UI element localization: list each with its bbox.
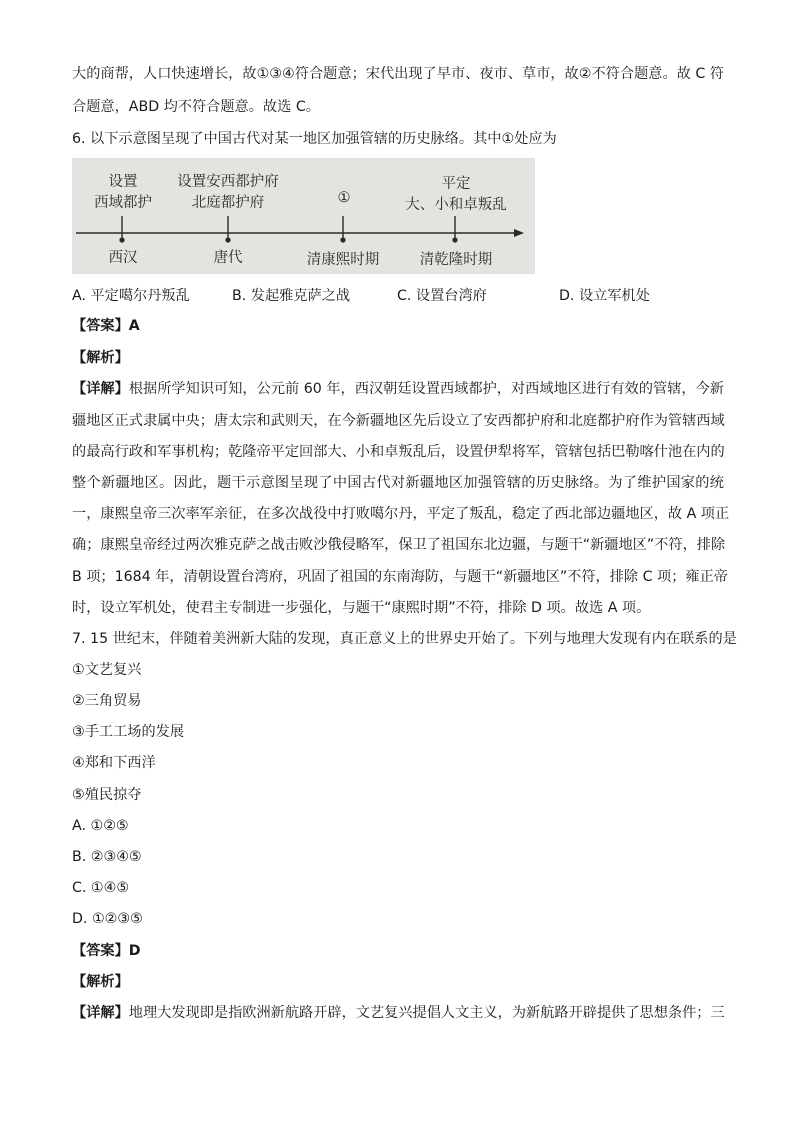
detail-line: 的最高行政和军事机构；乾隆帝平定回部大、小和卓叛乱后，设置伊犁将军，管辖包括巴勒喀什池在内的 [72,444,725,460]
answer-label: 【答案】A [72,318,140,334]
option-a: A. ①②⑤ [72,818,129,834]
timeline-label-top: 西域都护 [94,195,152,211]
option-c: C. ①④⑤ [72,880,130,896]
timeline-marker-dot [340,237,345,242]
question-6-options [72,286,724,306]
detail-text: 根据所学知识可知，公元前 60 年，西汉朝廷设置西域都护，对西域地区进行有效的管辖，今新 [128,381,724,397]
timeline-marker-dot [119,237,124,242]
detail-line [72,1003,724,1023]
timeline-label-top: 设置安西都护府 [177,174,279,190]
timeline-label-top: 平定 [441,176,471,192]
detail-line: 确；康熙皇帝经过两次雅克萨之战击败沙俄侵略军，保卫了祖国东北边疆，与题干“新疆地区”不符，排除 [72,537,726,553]
q7-item: ①文艺复兴 [72,662,142,678]
option-d: D. 设立军机处 [559,288,650,304]
timeline-label-period: 西汉 [108,250,138,266]
question-6-stem: 6. 以下示意图呈现了中国古代对某一地区加强管辖的历史脉络。其中①处应为 [72,131,557,147]
timeline-label-period: 清康熙时期 [306,252,380,268]
option-b: B. ②③④⑤ [72,849,142,865]
detail-label: 【详解】 [72,1005,129,1021]
question-7-stem: 7. 15 世纪末，伴随着美洲新大陆的发现，真正意义上的世界史开始了。下列与地理大发现有内在联系的是 [72,631,737,647]
analysis-label: 【解析】 [72,350,129,366]
q7-item: ③手工工场的发展 [72,724,185,740]
option-d: D. ①②③⑤ [72,911,143,927]
option-b: B. 发起雅克萨之战 [232,288,351,304]
timeline-label-top: 北庭都护府 [191,195,265,211]
timeline-label-top: 设置 [108,174,138,190]
text-line: 合题意，ABD 均不符合题意。故选 C。 [72,99,320,115]
timeline-label-period: 清乾隆时期 [419,252,493,268]
text-line: 大的商帮，人口快速增长，故①③④符合题意；宋代出现了早市、夜市、草市，故②不符合题意。故 C 符 [72,66,724,82]
detail-line: 时，设立军机处，使君主专制进一步强化，与题干“康熙时期”不符，排除 D 项。故选 A 项。 [72,600,651,616]
timeline-marker-dot [452,237,457,242]
timeline-label-top: 大、小和卓叛乱 [405,197,507,213]
timeline-label-blank: ① [337,190,351,206]
detail-label: 【详解】 [72,381,129,397]
timeline-arrow-icon [514,229,524,237]
answer-label: 【答案】D [72,943,141,959]
timeline-svg [72,158,535,274]
option-c: C. 设置台湾府 [397,288,487,304]
q7-item: ④郑和下西洋 [72,755,156,771]
timeline-marker-dot [225,237,230,242]
option-a: A. 平定噶尔丹叛乱 [72,288,190,304]
detail-line: B 项；1684 年，清朝设置台湾府，巩固了祖国的东南海防，与题干“新疆地区”不符，排除 C 项；雍正帝 [72,569,728,585]
timeline-label-period: 唐代 [213,250,243,266]
detail-line: 疆地区正式隶属中央；唐太宗和武则天，在今新疆地区先后设立了安西都护府和北庭都护府作为管辖西域 [72,413,725,429]
detail-text: 地理大发现即是指欧洲新航路开辟，文艺复兴提倡人文主义，为新航路开辟提供了思想条件；三 [128,1005,725,1021]
detail-line: 整个新疆地区。因此，题干示意图呈现了中国古代对新疆地区加强管辖的历史脉络。为了维护国家的统 [72,475,724,491]
q7-item: ⑤殖民掠夺 [72,787,142,803]
detail-line [72,379,724,399]
timeline-figure [72,158,535,274]
detail-line: 一，康熙皇帝三次率军亲征，在多次战役中打败噶尔丹，平定了叛乱，稳定了西北部边疆地区，故 A 项正 [72,506,730,522]
analysis-label: 【解析】 [72,974,129,990]
q7-item: ②三角贸易 [72,693,142,709]
